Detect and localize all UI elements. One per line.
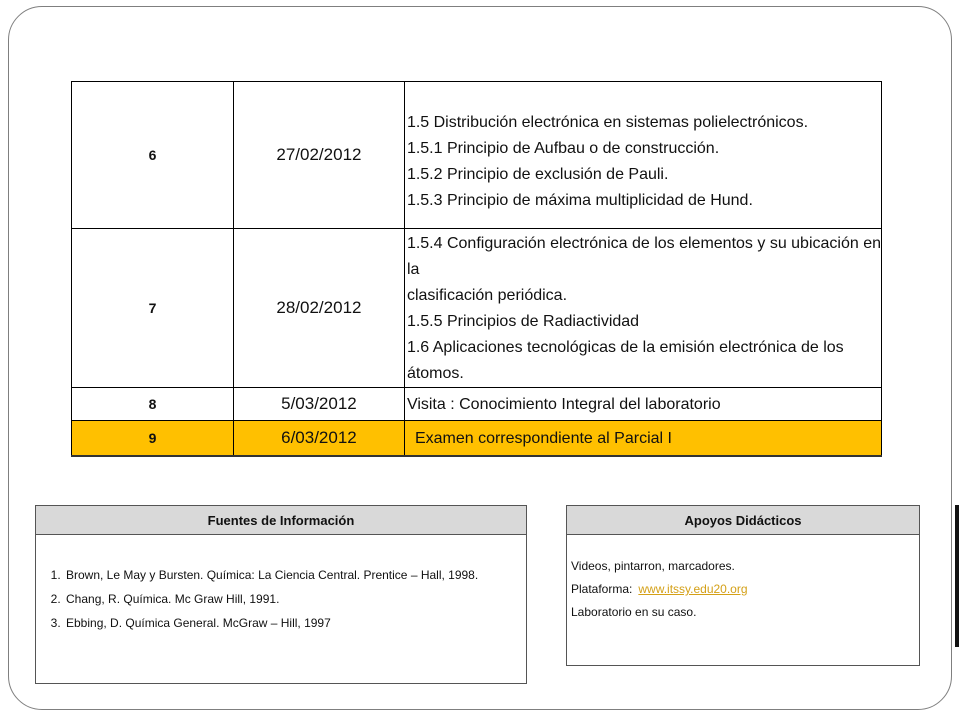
session-number: 9: [72, 421, 234, 457]
list-item: 2. Chang, R. Química. Mc Graw Hill, 1991.: [64, 587, 520, 611]
session-date: 6/03/2012: [233, 421, 404, 457]
topic-line: 1.5 Distribución electrónica en sistemas polielectrónicos.: [406, 114, 809, 131]
session-topics: [404, 82, 881, 229]
platform-link[interactable]: www.itssy.edu20.org: [638, 582, 748, 596]
table-row-highlighted: [72, 421, 882, 457]
session-number: 8: [72, 388, 234, 421]
platform-label: Plataforma:: [571, 582, 633, 596]
sources-box: [35, 505, 527, 684]
supports-line: Laboratorio en su caso.: [571, 605, 697, 619]
platform-line: [571, 578, 915, 601]
sources-list: [42, 563, 520, 635]
table-row: [72, 388, 882, 421]
topic-line: clasificación periódica.: [406, 287, 568, 304]
topic-line: Examen correspondiente al Parcial I: [414, 430, 672, 447]
session-number: 7: [72, 229, 234, 388]
session-date: 28/02/2012: [233, 229, 404, 388]
topic-line: 1.6 Aplicaciones tecnológicas de la emisión electrónica de los: [406, 339, 844, 356]
topic-line: 1.5.5 Principios de Radiactividad: [406, 313, 640, 330]
table-row: [72, 229, 882, 388]
session-topics: [404, 229, 881, 388]
topic-line: la: [406, 261, 420, 278]
list-item: 3. Ebbing, D. Química General. McGraw – Hill, 1997: [64, 611, 520, 635]
supports-title: Apoyos Didácticos: [567, 506, 920, 535]
supports-body: [567, 535, 920, 666]
edge-divider: [955, 505, 959, 647]
supports-box: [566, 505, 920, 666]
list-item: 1. Brown, Le May y Bursten. Química: La Ciencia Central. Prentice – Hall, 1998.: [64, 563, 520, 587]
session-date: 27/02/2012: [233, 82, 404, 229]
topic-line: 1.5.3 Principio de máxima multiplicidad de Hund.: [406, 192, 753, 209]
topic-line: 1.5.2 Principio de exclusión de Pauli.: [406, 166, 669, 183]
topic-line: 1.5.1 Principio de Aufbau o de construcción.: [406, 140, 720, 157]
session-number: 6: [72, 82, 234, 229]
sources-title: Fuentes de Información: [36, 506, 527, 535]
table-row: [72, 82, 882, 229]
session-topics: [404, 388, 881, 421]
session-topics: [404, 421, 881, 457]
sources-body: [36, 535, 527, 684]
topic-line: átomos.: [406, 365, 464, 382]
supports-line: Videos, pintarron, marcadores.: [571, 559, 735, 573]
topic-line: 1.5.4 Configuración electrónica de los elementos y su ubicación en: [406, 235, 881, 252]
session-date: 5/03/2012: [233, 388, 404, 421]
topic-line: Visita : Conocimiento Integral del laboratorio: [406, 396, 721, 413]
schedule-table: [71, 81, 882, 457]
